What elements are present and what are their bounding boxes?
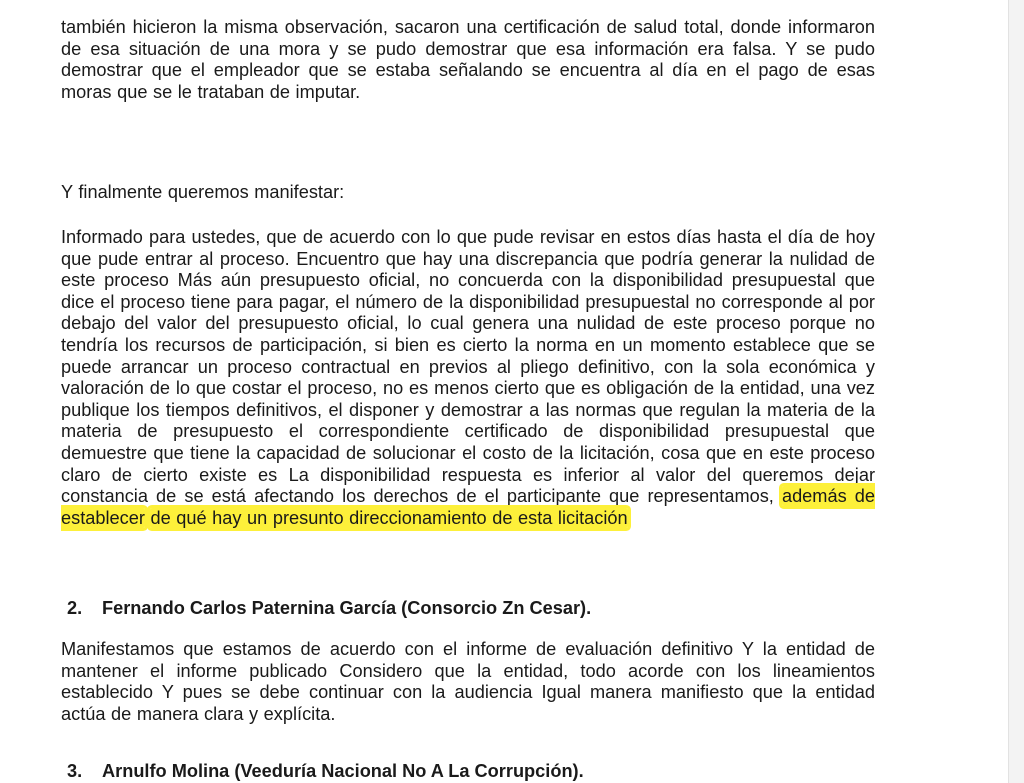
heading-number: 2. (67, 598, 83, 618)
heading-title: Fernando Carlos Paternina García (Consorcio Zn Cesar). (102, 598, 592, 618)
paragraph-observacion: también hicieron la misma observación, sacaron una certificación de salud total, donde informaron de esa situación de una mora y se pudo demostrar que esa información era falsa. Y se pudo demostrar que el empleador que se estaba señalando se encuentra al día en el pago de esas moras que se le trataban de imputar. (61, 17, 875, 102)
heading-number: 3. (67, 761, 83, 781)
highlighted-text: además de establecer (61, 486, 875, 528)
paragraph-manifestar: Y finalmente queremos manifestar: (61, 182, 345, 202)
paragraph-manifestamos: Manifestamos que estamos de acuerdo con el informe de evaluación definitivo Y la entidad de mantener el informe publicado Considero que la entidad, todo acorde con los lineamientos establecido Y pues se debe continuar con la audiencia Igual manera manifiesto que la entidad actúa de manera clara y explícita. (61, 639, 875, 724)
numbered-heading-3 (67, 760, 584, 782)
paragraph-informado (61, 227, 875, 529)
paragraph-informado-text: Informado para ustedes, que de acuerdo con lo que pude revisar en estos días hasta el día de hoy que pude entrar al proceso. Encuentro que hay una discrepancia que podría generar la nulidad de este proceso Más aún presupuesto oficial, no concuerda con la disponibilidad presupuestal que dice el proceso tiene para pagar, el número de la disponibilidad presupuestal no corresponde al por debajo del valor del presupuesto oficial, lo cual genera una nulidad de este proceso porque no tendría los recursos de participación, si bien es cierto la norma en un momento establece que se puede arrancar un proceso contractual en previos al pliego definitivo, con la sola económica y valoración de lo que costar el proceso, no es menos cierto que es obligación de la entidad, una vez publique los tiempos definitivos, el disponer y demostrar a las normas que regulan la materia de la materia de presupuesto el correspondiente certificado de disponibilidad presupuestal que demuestre que tiene la capacidad de solucionar el costo de la licitación, cosa que en este proceso claro de cierto existe es La disponibilidad respuesta es inferior al valor del queremos dejar constancia de se está afectando los derechos de el participante que representamos, (61, 227, 875, 507)
scrollbar-track[interactable] (1008, 0, 1024, 783)
highlighted-text: de qué hay un presunto direccionamiento de esta licitación (150, 507, 628, 528)
heading-title: Arnulfo Molina (Veeduría Nacional No A La Corrupción). (102, 761, 584, 781)
numbered-heading-2 (67, 597, 591, 619)
